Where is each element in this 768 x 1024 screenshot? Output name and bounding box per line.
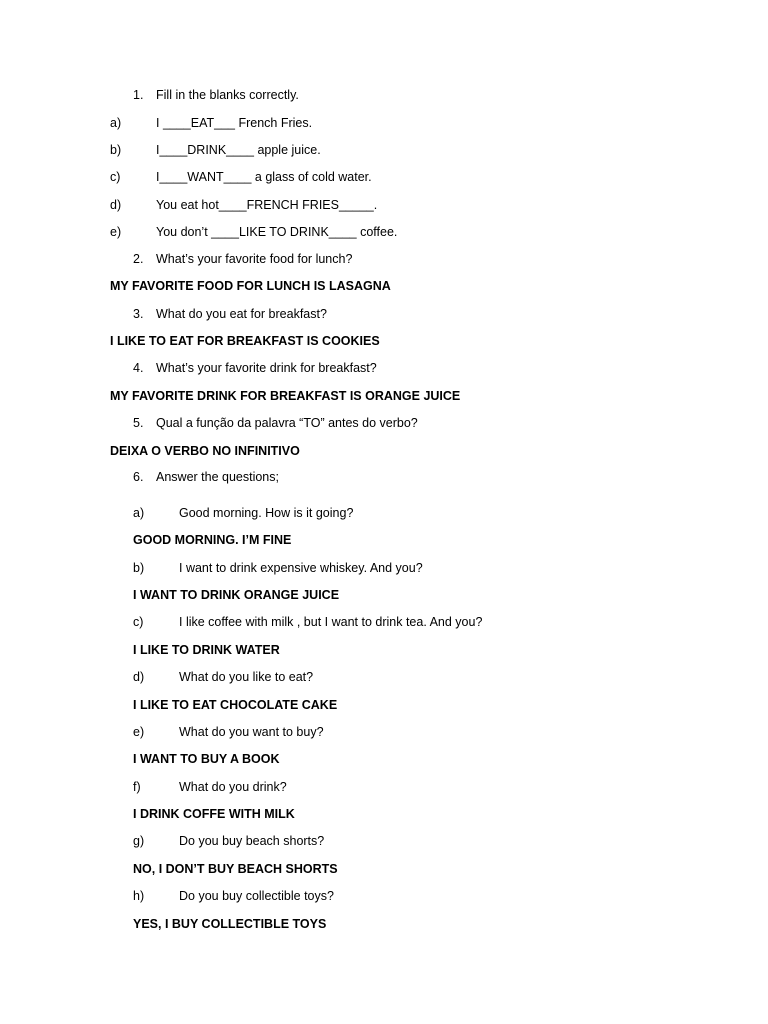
q1-item-d-marker: d) [110,198,122,212]
q6-item-e-marker: e) [133,725,145,739]
q6-item-c-answer: I LIKE TO DRINK WATER [133,643,280,657]
q6-number: 6. [133,470,144,484]
q5-answer: DEIXA O VERBO NO INFINITIVO [110,444,300,458]
q2-text: What’s your favorite food for lunch? [156,252,353,266]
q6-item-b-marker: b) [133,561,145,575]
q1-item-e-marker: e) [110,225,122,239]
q6-item-a-question: Good morning. How is it going? [179,506,354,520]
q4-answer: MY FAVORITE DRINK FOR BREAKFAST IS ORANGE JUICE [110,389,461,403]
q1-item-c-marker: c) [110,170,121,184]
q6-item-g-question: Do you buy beach shorts? [179,834,325,848]
q6-item-b-question: I want to drink expensive whiskey. And you? [179,561,423,575]
q3-answer: I LIKE TO EAT FOR BREAKFAST IS COOKIES [110,334,380,348]
q6-item-h-answer: YES, I BUY COLLECTIBLE TOYS [133,917,327,931]
q6-item-c-question: I like coffee with milk , but I want to drink tea. And you? [179,615,483,629]
q6-item-g-marker: g) [133,834,145,848]
q6-item-a-answer: GOOD MORNING. I’M FINE [133,533,292,547]
q1-item-b-marker: b) [110,143,122,157]
q6-item-a-marker: a) [133,506,145,520]
q1-item-a-text: I ____EAT___ French Fries. [156,116,313,130]
q1-item-a-marker: a) [110,116,122,130]
q6-item-c-marker: c) [133,615,144,629]
q6-item-h-question: Do you buy collectible toys? [179,889,334,903]
q6-item-g-answer: NO, I DON’T BUY BEACH SHORTS [133,862,338,876]
q1-item-c-text: I____WANT____ a glass of cold water. [156,170,372,184]
q1-text: Fill in the blanks correctly. [156,88,299,102]
q1-item-d-text: You eat hot____FRENCH FRIES_____. [156,198,378,212]
q6-item-f-question: What do you drink? [179,780,287,794]
q3-number: 3. [133,307,144,321]
q2-number: 2. [133,252,144,266]
q6-item-e-answer: I WANT TO BUY A BOOK [133,752,280,766]
q5-number: 5. [133,416,144,430]
q1-item-b-text: I____DRINK____ apple juice. [156,143,321,157]
q3-text: What do you eat for breakfast? [156,307,327,321]
q6-item-b-answer: I WANT TO DRINK ORANGE JUICE [133,588,340,602]
q6-item-f-marker: f) [133,780,141,794]
q6-item-f-answer: I DRINK COFFE WITH MILK [133,807,295,821]
q2-answer: MY FAVORITE FOOD FOR LUNCH IS LASAGNA [110,279,391,293]
q1-number: 1. [133,88,144,102]
q4-number: 4. [133,361,144,375]
q6-item-e-question: What do you want to buy? [179,725,324,739]
q6-item-h-marker: h) [133,889,145,903]
q4-text: What’s your favorite drink for breakfast? [156,361,377,375]
q6-item-d-answer: I LIKE TO EAT CHOCOLATE CAKE [133,698,338,712]
q6-item-d-question: What do you like to eat? [179,670,314,684]
q1-item-e-text: You don’t ____LIKE TO DRINK____ coffee. [156,225,398,239]
q5-text: Qual a função da palavra “TO” antes do verbo? [156,416,418,430]
q6-text: Answer the questions; [156,470,279,484]
q6-item-d-marker: d) [133,670,145,684]
